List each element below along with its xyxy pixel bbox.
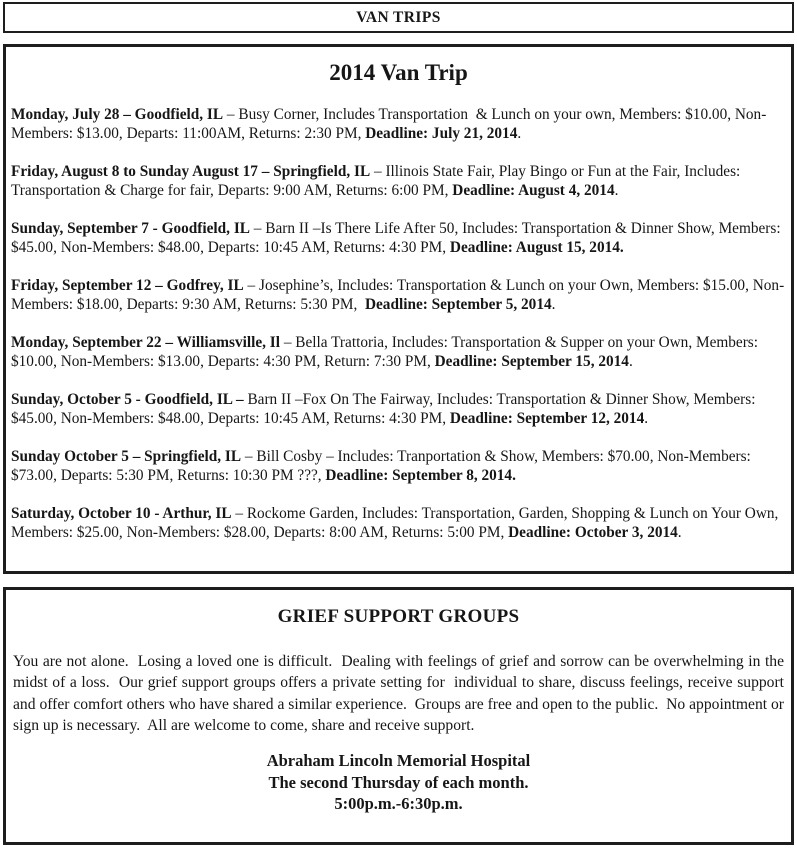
trip-heading: Monday, September 22 – Williamsville, Il (11, 334, 280, 351)
trip-entry (11, 105, 786, 143)
trip-deadline: Deadline: September 8, 2014. (325, 467, 516, 484)
trip-heading: Friday, September 12 – Godfrey, IL (11, 277, 244, 294)
trip-entry (11, 219, 786, 257)
trip-heading: Friday, August 8 to Sunday August 17 – Springfield, IL (11, 163, 371, 180)
trip-details: – Rockome Garden, Includes: Transportation, Garden, Shopping & Lunch on Your Own, Members: $25.00, Non-Members: $28.00, Departs: 8:00 AM, Returns: 5:00 PM, (11, 505, 783, 541)
trip-details: – Bella Trattoria, Includes: Transportation & Supper on your Own, Members: $10.00, Non-Members: $13.00, Departs: 4:30 PM, Return: 7:30 PM, (11, 334, 762, 370)
trip-deadline: Deadline: August 4, 2014 (452, 182, 615, 199)
trip-heading: Saturday, October 10 - Arthur, IL (11, 505, 232, 522)
trip-suffix: . (644, 410, 649, 427)
trip-suffix: . (628, 353, 633, 370)
grief-meeting-time: 5:00p.m.-6:30p.m. (334, 794, 463, 814)
trip-details: Barn II –Fox On The Fairway, Includes: Transportation & Dinner Show, Members: $45.00, Non-Members: $48.00, Departs: 10:45 AM, Returns: 4:30 PM, (11, 391, 760, 427)
trip-deadline: Deadline: August 15, 2014. (449, 239, 624, 256)
trip-heading: Sunday, October 5 - Goodfield, IL – (11, 391, 244, 408)
grief-meeting-schedule: The second Thursday of each month. (268, 772, 529, 792)
trip-entry (11, 504, 786, 542)
grief-support-paragraph: You are not alone. Losing a loved one is difficult. Dealing with feelings of grief and sorrow can be overwhelming in the midst of a loss. Our grief support groups offers a private setting for individual to share, discuss feelings, receive support and offer comfort others who have shared a similar experience. Groups are free and open to the public. No appointment or sign up is necessary. All are welcome to come, share and receive support. (13, 653, 788, 734)
trip-heading: Sunday, September 7 - Goodfield, IL (11, 220, 250, 237)
trip-deadline: Deadline: July 21, 2014 (365, 125, 518, 142)
trip-heading: Sunday October 5 – Springfield, IL (11, 448, 242, 465)
grief-support-section (3, 587, 794, 845)
trip-entry (11, 447, 786, 485)
trip-details: – Illinois State Fair, Play Bingo or Fun at the Fair, Includes: Transportation & Charge for fair, Departs: 9:00 AM, Returns: 6:00 PM, (11, 163, 744, 199)
trip-suffix: . (517, 125, 522, 142)
trip-deadline: Deadline: September 15, 2014 (434, 353, 629, 370)
grief-meeting-location: Abraham Lincoln Memorial Hospital (266, 751, 531, 771)
trip-entry (11, 276, 786, 314)
trip-details: – Josephine’s, Includes: Transportation & Lunch on your Own, Members: $15.00, Non-Members: $18.00, Departs: 9:30 AM, Returns: 5:30 PM, (11, 277, 785, 313)
page-title: VAN TRIPS (356, 8, 441, 26)
grief-support-title: GRIEF SUPPORT GROUPS (277, 606, 520, 627)
van-trips-section (3, 44, 794, 574)
trip-details: – Barn II –Is There Life After 50, Includes: Transportation & Dinner Show, Members: $45.00, Non-Members: $48.00, Departs: 10:45 AM, Returns: 4:30 PM, (11, 220, 785, 256)
trip-suffix: . (614, 182, 619, 199)
trip-details: – Busy Corner, Includes Transportation & Lunch on your own, Members: $10.00, Non-Members: $13.00, Departs: 11:00AM, Returns: 2:30 PM, (11, 106, 767, 142)
trip-entry (11, 333, 786, 371)
trip-deadline: Deadline: September 12, 2014 (449, 410, 645, 427)
trip-deadline: Deadline: October 3, 2014 (508, 524, 678, 541)
trip-deadline: Deadline: September 5, 2014 (364, 296, 552, 313)
newsletter-page (0, 2, 797, 855)
trip-suffix: . (551, 296, 556, 313)
trip-entry (11, 162, 786, 200)
grief-meeting-info (13, 750, 784, 815)
trip-heading: Monday, July 28 – Goodfield, IL (11, 106, 224, 123)
trip-entry (11, 390, 786, 428)
van-trips-section-title: 2014 Van Trip (329, 60, 468, 85)
trip-suffix: . (677, 524, 682, 541)
van-trips-header-box (3, 2, 794, 33)
trip-details: – Bill Cosby – Includes: Tranportation & Show, Members: $70.00, Non-Members: $73.00, Departs: 5:30 PM, Returns: 10:30 PM ???, (11, 448, 755, 484)
